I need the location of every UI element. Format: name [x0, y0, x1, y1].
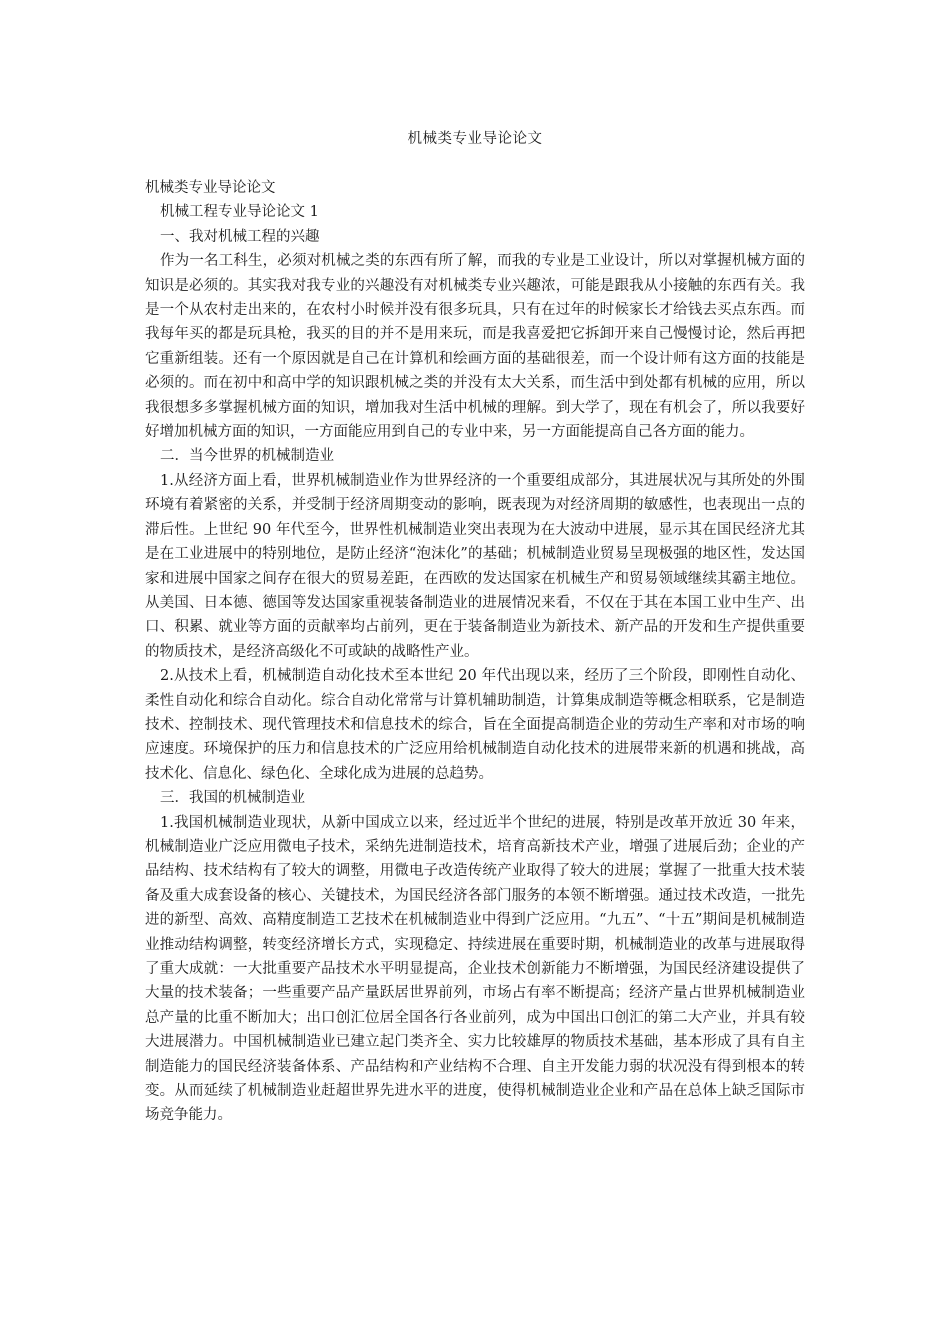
document-body [145, 176, 805, 1128]
section-heading-3: 三．我国的机械制造业 [160, 790, 305, 807]
section-2-paragraph-2: 2.从技术上看，机械制造自动化技术至本世纪 20 年代出现以来，经历了三个阶段，即刚性自动化、柔性自动化和综合自动化。综合自动化常常与计算机辅助制造，计算集成制造等概念相联系，它是制造技术、控制技术、现代管理技术和信息技术的综合，旨在全面提高制造企业的劳动生产率和对市场的响应速度。环境保护的压力和信息技术的广泛应用给机械制造自动化技术的进展带来新的机遇和挑战，高技术化、信息化、绿色化、全球化成为进展的总趋势。 [145, 668, 805, 782]
document-title: 机械类专业导论论文 [407, 131, 543, 147]
section-3-paragraph-1: 1.我国机械制造业现状，从新中国成立以来，经过近半个世纪的进展，特别是改革开放近 30 年来，机械制造业广泛应用微电子技术，采纳先进制造技术，培育高新技术产业，增强了进展后劲；企业的产品结构、技术结构有了较大的调整，用微电子改造传统产业取得了较大的进展；掌握了一批重大技术装备及重大成套设备的核心、关键技术，为国民经济各部门服务的本领不断增强。通过技术改造，一批先进的新型、高效、高精度制造工艺技术在机械制造业中得到广泛应用。“九五”、“十五”期间是机械制造业推动结构调整，转变经济增长方式，实现稳定、持续进展在重要时期，机械制造业的改革与进展取得了重大成就：一大批重要产品技术水平明显提高，企业技术创新能力不断增强，为国民经济建设提供了大量的技术装备；一些重要产品产量跃居世界前列，市场占有率不断提高；经济产量占世界机械制造业总产量的比重不断加大；出口创汇位居全国各行各业前列，成为中国出口创汇的第二大产业，并具有较大进展潜力。中国机械制造业已建立起门类齐全、实力比较雄厚的物质技术基础，基本形成了具有自主制造能力的国民经济装备体系、产品结构和产业结构不合理、自主开发能力弱的状况没有得到根本的转变。从而延续了机械制造业赶超世界先进水平的进度，使得机械制造业企业和产品在总体上缺乏国际市场竞争能力。 [145, 814, 805, 1124]
document-subtitle: 机械类专业导论论文 [145, 180, 276, 196]
section-2-paragraph-1: 1.从经济方面上看，世界机械制造业作为世界经济的一个重要组成部分，其进展状况与其所处的外围环境有着紧密的关系，并受制于经济周期变动的影响，既表现为对经济周期的敏感性，也表现出一点的滞后性。上世纪 90 年代至今，世界性机械制造业突出表现为在大波动中进展，显示其在国民经济尤其是在工业进展中的特别地位，是防止经济“泡沫化”的基础；机械制造业贸易呈现极强的地区性，发达国家和进展中国家之间存在很大的贸易差距，在西欧的发达国家在机械生产和贸易领域继续其霸主地位。从美国、日本德、德国等发达国家重视装备制造业的进展情况来看，不仅在于其在本国工业中生产、出口、积累、就业等方面的贡献率均占前列，更在于装备制造业为新技术、新产品的开发和生产提供重要的物质技术，是经济高级化不可或缺的战略性产业。 [145, 472, 805, 660]
section-heading-1: 一、我对机械工程的兴趣 [160, 228, 320, 245]
section-1-paragraph-1: 作为一名工科生，必须对机械之类的东西有所了解，而我的专业是工业设计，所以对掌握机械方面的知识是必须的。其实我对我专业的兴趣没有对机械类专业兴趣浓，可能是跟我从小接触的东西有关。我是一个从农村走出来的，在农村小时候并没有很多玩具，只有在过年的时候家长才给钱去买点东西。而我每年买的都是玩具枪，我买的目的并不是用来玩，而是我喜爱把它拆卸开来自己慢慢讨论，然后再把它重新组装。还有一个原因就是自己在计算机和绘画方面的基础很差，而一个设计师有这方面的技能是必须的。而在初中和高中学的知识跟机械之类的并没有太大关系，而生活中到处都有机械的应用，所以我很想多多掌握机械方面的知识，增加我对生活中机械的理解。到大学了，现在有机会了，所以我要好好增加机械方面的知识，一方面能应用到自己的专业中来，另一方面能提高自己各方面的能力。 [145, 253, 805, 441]
essay-title: 机械工程专业导论论文 1 [160, 204, 319, 221]
section-heading-2: 二．当今世界的机械制造业 [160, 448, 334, 465]
